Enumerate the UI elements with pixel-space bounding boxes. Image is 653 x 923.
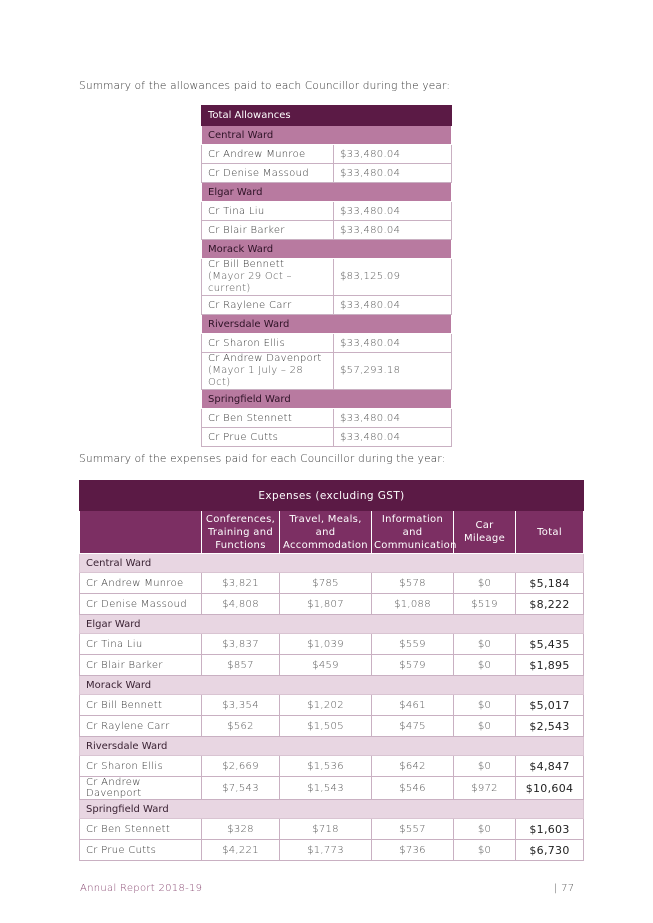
allowance-row xyxy=(202,259,452,296)
expense-value: $0 xyxy=(454,573,516,594)
allowance-row xyxy=(202,202,452,221)
allowances-header-row xyxy=(202,106,452,126)
expense-value: $557 xyxy=(372,819,454,840)
expense-total: $1,603 xyxy=(516,819,584,840)
allowance-row xyxy=(202,164,452,183)
expense-value: $3,821 xyxy=(202,573,280,594)
column-header xyxy=(80,511,202,554)
ward-name: Central Ward xyxy=(202,126,452,145)
expense-value: $3,837 xyxy=(202,634,280,655)
expense-value: $0 xyxy=(454,634,516,655)
ward-name: Riversdale Ward xyxy=(80,737,584,756)
column-header: Car Mileage xyxy=(454,511,516,554)
ward-row xyxy=(202,240,452,259)
councillor-cell xyxy=(202,353,334,390)
councillor-name: Cr Andrew Munroe xyxy=(80,573,202,594)
expense-value: $642 xyxy=(372,756,454,777)
expense-row xyxy=(80,655,584,676)
expense-value: $1,773 xyxy=(280,840,372,861)
expense-value: $1,807 xyxy=(280,594,372,615)
ward-row xyxy=(80,737,584,756)
councillor-cell xyxy=(202,259,334,296)
expense-value: $857 xyxy=(202,655,280,676)
expense-total: $10,604 xyxy=(516,777,584,800)
expense-value: $519 xyxy=(454,594,516,615)
ward-row xyxy=(80,800,584,819)
expense-value: $1,505 xyxy=(280,716,372,737)
expense-value: $718 xyxy=(280,819,372,840)
allowance-row xyxy=(202,221,452,240)
councillor-name: Cr Prue Cutts xyxy=(208,431,279,443)
expense-value: $559 xyxy=(372,634,454,655)
expense-value: $785 xyxy=(280,573,372,594)
ward-row xyxy=(80,615,584,634)
councillor-name: Cr Prue Cutts xyxy=(80,840,202,861)
allowances-header: Total Allowances xyxy=(202,106,452,126)
councillor-name: Cr Ben Stennett xyxy=(80,819,202,840)
expense-row xyxy=(80,573,584,594)
ward-name: Morack Ward xyxy=(202,240,452,259)
expense-value: $0 xyxy=(454,655,516,676)
footer-page-number: | 77 xyxy=(554,883,575,894)
expense-total: $5,017 xyxy=(516,695,584,716)
expenses-column-header-row xyxy=(80,511,584,554)
councillor-name: Cr Blair Barker xyxy=(80,655,202,676)
allowance-row xyxy=(202,353,452,390)
allowance-amount: $33,480.04 xyxy=(334,202,452,221)
councillor-cell xyxy=(202,145,334,164)
councillor-cell xyxy=(202,409,334,428)
ward-row xyxy=(202,183,452,202)
expense-row xyxy=(80,634,584,655)
expense-row xyxy=(80,716,584,737)
expense-value: $972 xyxy=(454,777,516,800)
councillor-cell xyxy=(202,202,334,221)
allowance-row xyxy=(202,334,452,353)
allowance-amount: $33,480.04 xyxy=(334,409,452,428)
allowance-row xyxy=(202,296,452,315)
expense-value: $0 xyxy=(454,756,516,777)
expense-value: $1,543 xyxy=(280,777,372,800)
expense-row xyxy=(80,777,584,800)
ward-row xyxy=(80,554,584,573)
expense-total: $4,847 xyxy=(516,756,584,777)
councillor-name: Cr Denise Massoud xyxy=(208,167,309,179)
allowance-amount: $33,480.04 xyxy=(334,296,452,315)
expense-value: $4,808 xyxy=(202,594,280,615)
column-header: Total xyxy=(516,511,584,554)
expense-value: $546 xyxy=(372,777,454,800)
column-header: Information and Communication xyxy=(372,511,454,554)
ward-name: Elgar Ward xyxy=(80,615,584,634)
expenses-intro-text: Summary of the expenses paid for each Councillor during the year: xyxy=(79,453,446,465)
allowance-row xyxy=(202,409,452,428)
column-header: Conferences, Training and Functions xyxy=(202,511,280,554)
expense-total: $5,435 xyxy=(516,634,584,655)
councillor-name: Cr Raylene Carr xyxy=(208,299,292,311)
ward-name: Central Ward xyxy=(80,554,584,573)
allowance-row xyxy=(202,145,452,164)
expense-total: $8,222 xyxy=(516,594,584,615)
expense-value: $1,039 xyxy=(280,634,372,655)
councillor-name: Cr Blair Barker xyxy=(208,224,285,236)
councillor-name: Cr Tina Liu xyxy=(80,634,202,655)
expense-total: $5,184 xyxy=(516,573,584,594)
allowance-amount: $33,480.04 xyxy=(334,221,452,240)
expense-row xyxy=(80,756,584,777)
councillor-name: Cr Andrew Davenport xyxy=(80,777,202,800)
ward-row xyxy=(202,390,452,409)
allowance-amount: $33,480.04 xyxy=(334,145,452,164)
councillor-cell xyxy=(202,221,334,240)
expense-row xyxy=(80,840,584,861)
ward-name: Riversdale Ward xyxy=(202,315,452,334)
expense-total: $1,895 xyxy=(516,655,584,676)
expense-row xyxy=(80,695,584,716)
expense-value: $475 xyxy=(372,716,454,737)
allowances-intro-text: Summary of the allowances paid to each Councillor during the year: xyxy=(79,80,451,92)
expense-value: $1,536 xyxy=(280,756,372,777)
expenses-title: Expenses (excluding GST) xyxy=(80,481,584,511)
allowance-amount: $33,480.04 xyxy=(334,428,452,447)
expense-value: $0 xyxy=(454,716,516,737)
expense-row xyxy=(80,594,584,615)
expense-value: $461 xyxy=(372,695,454,716)
expenses-title-row xyxy=(80,481,584,511)
ward-name: Springfield Ward xyxy=(80,800,584,819)
allowance-amount: $57,293.18 xyxy=(334,353,452,390)
expenses-table xyxy=(79,480,584,861)
councillor-name: Cr Bill Bennett xyxy=(208,259,285,270)
councillor-cell xyxy=(202,334,334,353)
councillor-name: Cr Andrew Davenport xyxy=(208,353,322,364)
councillor-cell xyxy=(202,428,334,447)
expense-value: $7,543 xyxy=(202,777,280,800)
expense-value: $459 xyxy=(280,655,372,676)
expense-value: $328 xyxy=(202,819,280,840)
expense-value: $579 xyxy=(372,655,454,676)
expense-value: $0 xyxy=(454,819,516,840)
councillor-role-note: (Mayor 29 Oct – current) xyxy=(208,271,292,294)
allowance-amount: $33,480.04 xyxy=(334,334,452,353)
councillor-cell xyxy=(202,296,334,315)
expense-value: $1,088 xyxy=(372,594,454,615)
expense-row xyxy=(80,819,584,840)
expense-value: $578 xyxy=(372,573,454,594)
expense-value: $2,669 xyxy=(202,756,280,777)
councillor-role-note: (Mayor 1 July – 28 Oct) xyxy=(208,365,303,388)
allowance-amount: $33,480.04 xyxy=(334,164,452,183)
footer-report-title: Annual Report 2018-19 xyxy=(80,883,203,894)
ward-name: Elgar Ward xyxy=(202,183,452,202)
ward-row xyxy=(202,126,452,145)
councillor-name: Cr Sharon Ellis xyxy=(208,337,285,349)
councillor-cell xyxy=(202,164,334,183)
councillor-name: Cr Raylene Carr xyxy=(80,716,202,737)
allowance-amount: $83,125.09 xyxy=(334,259,452,296)
councillor-name: Cr Tina Liu xyxy=(208,205,265,217)
councillor-name: Cr Bill Bennett xyxy=(80,695,202,716)
column-header: Travel, Meals, and Accommodation xyxy=(280,511,372,554)
expense-value: $0 xyxy=(454,840,516,861)
expense-value: $736 xyxy=(372,840,454,861)
ward-row xyxy=(202,315,452,334)
councillor-name: Cr Ben Stennett xyxy=(208,412,293,424)
councillor-name: Cr Andrew Munroe xyxy=(208,148,306,160)
councillor-name: Cr Sharon Ellis xyxy=(80,756,202,777)
expense-value: $0 xyxy=(454,695,516,716)
expense-total: $6,730 xyxy=(516,840,584,861)
allowance-row xyxy=(202,428,452,447)
ward-row xyxy=(80,676,584,695)
ward-name: Springfield Ward xyxy=(202,390,452,409)
allowances-table xyxy=(201,105,452,447)
ward-name: Morack Ward xyxy=(80,676,584,695)
expense-value: $4,221 xyxy=(202,840,280,861)
councillor-name: Cr Denise Massoud xyxy=(80,594,202,615)
expense-total: $2,543 xyxy=(516,716,584,737)
expense-value: $3,354 xyxy=(202,695,280,716)
expense-value: $562 xyxy=(202,716,280,737)
expense-value: $1,202 xyxy=(280,695,372,716)
